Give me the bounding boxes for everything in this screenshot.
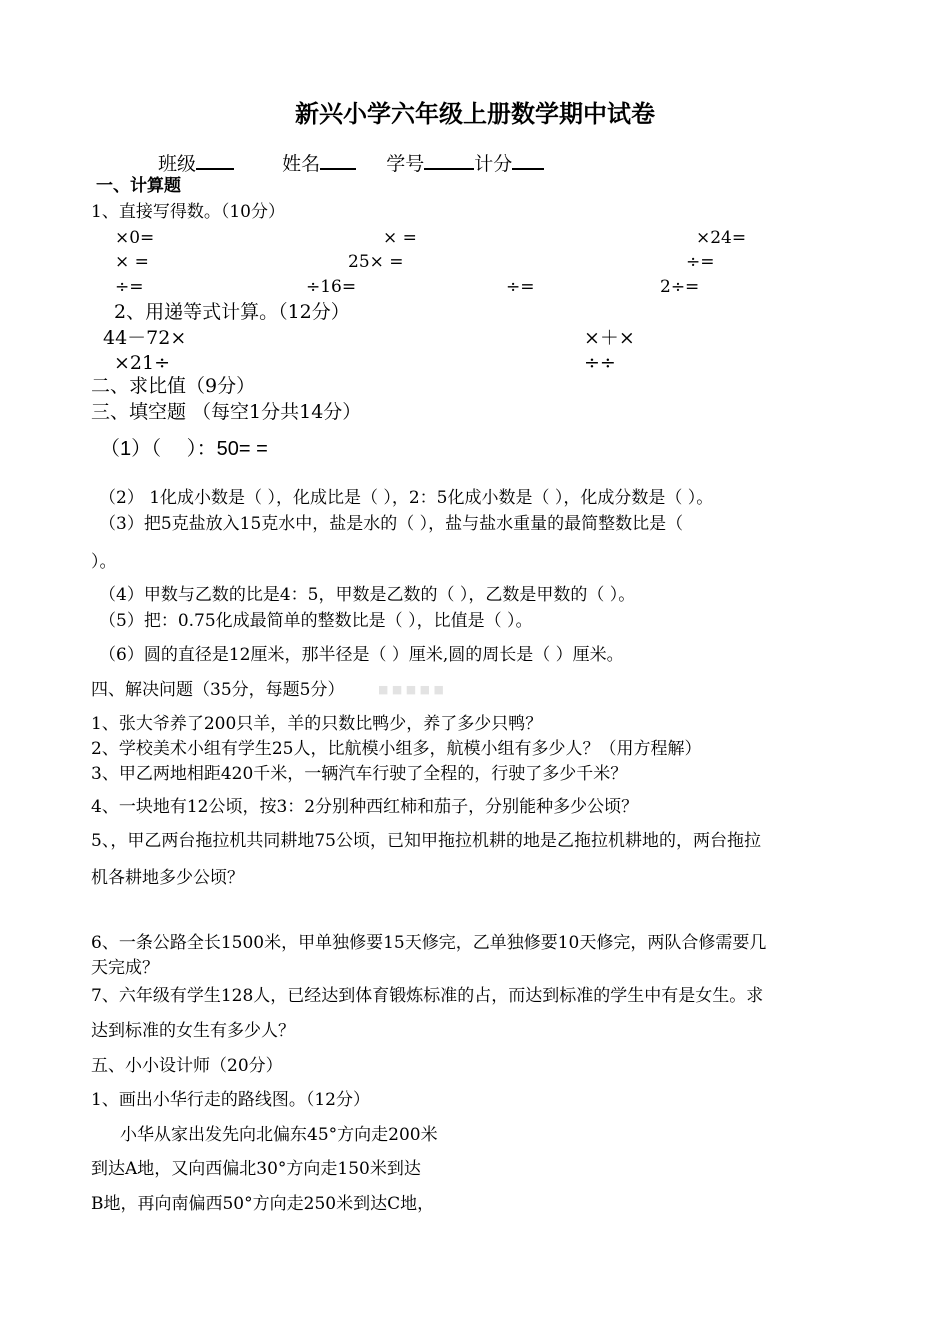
- problem-4: 4、一块地有12公顷，按3：2分别种西红柿和茄子，分别能种多少公顷？: [91, 797, 639, 817]
- class-blank: [196, 150, 234, 170]
- problem-2: 2、学校美术小组有学生25人，比航模小组多，航模小组有多少人？（用方程解）: [91, 739, 702, 759]
- fill-q6: （6）圆的直径是12厘米，那半径是（ ）厘米,圆的周长是（ ）厘米。: [99, 645, 624, 665]
- step-calc-r1-c2: ×＋×: [584, 327, 635, 349]
- problem-7-line2: 达到标准的女生有多少人？: [91, 1021, 295, 1041]
- problem-7-line1: 7、六年级有学生128人，已经达到体育锻炼标准的占，而达到标准的学生中有是女生。求: [91, 986, 764, 1006]
- fill-q2: （2） 1化成小数是（ ），化成比是（ ），2：5化成小数是（ ），化成分数是（ ）。: [99, 488, 714, 508]
- section5-heading: 五、小小设计师（20分）: [91, 1056, 283, 1076]
- student-info-row: [158, 150, 544, 176]
- problem-1: 1、张大爷养了200只羊，羊的只数比鸭少，养了多少只鸭？: [91, 714, 543, 734]
- name-blank: [320, 150, 356, 170]
- design-q1-line2: 到达A地，又向西偏北30°方向走150米到达: [91, 1159, 421, 1179]
- calc-r2-c3: ÷=: [686, 252, 715, 272]
- fill-q1: （1）（ ）：50= =: [100, 438, 268, 460]
- problem-3: 3、甲乙两地相距420千米，一辆汽车行驶了全程的，行驶了多少千米？: [91, 764, 628, 784]
- calc-r2-c1: × =: [115, 252, 149, 272]
- section1-q1-title: 1、直接写得数。（10分）: [91, 202, 285, 222]
- fill-q5: （5）把：0.75化成最简单的整数比是（ ），比值是（ ）。: [99, 611, 533, 631]
- fill-q4: （4）甲数与乙数的比是4：5，甲数是乙数的（ ），乙数是甲数的（ ）。: [99, 585, 636, 605]
- page-title: 新兴小学六年级上册数学期中试卷: [295, 99, 655, 128]
- problem-6-line2: 天完成？: [91, 958, 159, 978]
- design-q1-line3: B地，再向南偏西50°方向走250米到达C地，: [91, 1194, 435, 1214]
- problem-5-line1: 5、，甲乙两台拖拉机共同耕地75公顷，已知甲拖拉机耕的地是乙拖拉机耕地的，两台拖拉: [91, 831, 761, 851]
- section1-heading: 一、计算题: [96, 176, 181, 196]
- calc-r3-c1: ÷=: [115, 277, 144, 297]
- calc-r2-c2: 25× =: [348, 252, 404, 272]
- section1-q2-title: 2、用递等式计算。（12分）: [114, 301, 350, 323]
- calc-r1-c1: ×0=: [115, 228, 155, 248]
- fill-q3-line2: ）。: [91, 552, 117, 572]
- problem-5-line2: 机各耕地多少公顷？: [91, 868, 244, 888]
- calc-r3-c2: ÷16=: [306, 277, 357, 297]
- name-label: 姓名: [282, 153, 321, 175]
- section4-heading: 四、解决问题（35分，每题5分）: [91, 680, 345, 700]
- score-label: 计分: [474, 153, 513, 175]
- fill-q3-line1: （3）把5克盐放入15克水中，盐是水的（ ），盐与盐水重量的最简整数比是（: [99, 514, 684, 534]
- step-calc-r1-c1: 44－72×: [103, 327, 187, 349]
- id-blank: [424, 150, 474, 170]
- section2-heading: 二、求比值（9分）: [91, 375, 256, 397]
- calc-r1-c2: × =: [383, 228, 417, 248]
- calc-r3-c3: ÷=: [506, 277, 535, 297]
- calc-r3-c4: 2÷=: [660, 277, 700, 297]
- step-calc-r2-c2: ÷÷: [584, 352, 616, 374]
- design-q1-line1: 小华从家出发先向北偏东45°方向走200米: [120, 1125, 438, 1145]
- calc-r1-c3: ×24=: [696, 228, 747, 248]
- step-calc-r2-c1: ×21÷: [114, 352, 171, 374]
- id-label: 学号: [386, 153, 425, 175]
- design-q1-title: 1、画出小华行走的路线图。（12分）: [91, 1090, 370, 1110]
- faint-watermark: ■ ■ ■ ■ ■: [378, 683, 444, 696]
- class-label: 班级: [158, 153, 197, 175]
- section3-heading: 三、填空题 （每空1分共14分）: [91, 401, 362, 423]
- problem-6-line1: 6、一条公路全长1500米，甲单独修要15天修完，乙单独修要10天修完，两队合修需要几: [91, 933, 767, 953]
- score-blank: [512, 150, 544, 170]
